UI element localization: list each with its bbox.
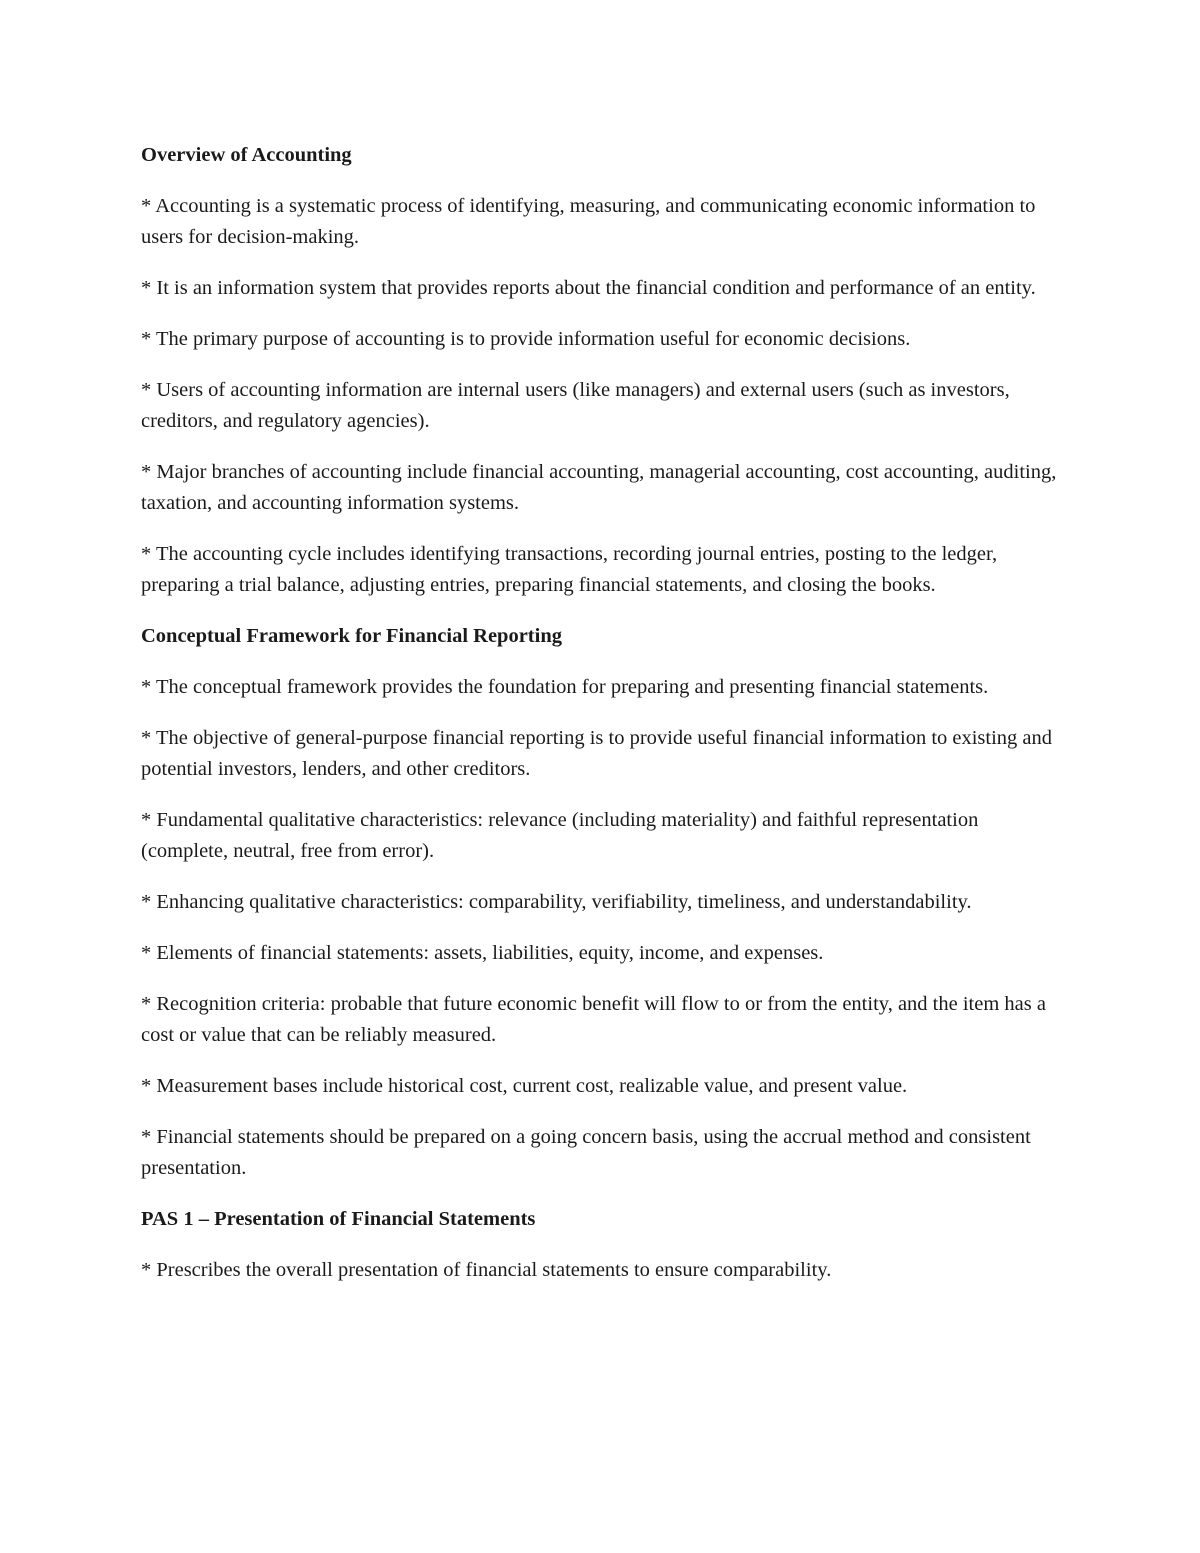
bullet-paragraph: * Enhancing qualitative characteristics: comparability, verifiability, timeliness, and understandability. xyxy=(141,891,972,913)
bullet-paragraph: * The conceptual framework provides the foundation for preparing and presenting financial statements. xyxy=(141,676,989,698)
document-body xyxy=(141,140,1066,1306)
bullet-paragraph: * Prescribes the overall presentation of financial statements to ensure comparability. xyxy=(141,1259,832,1281)
bullet-paragraph: * Financial statements should be prepared on a going concern basis, using the accrual method and consistent presentation. xyxy=(141,1126,1031,1179)
section-overview-of-accounting xyxy=(141,140,1066,601)
bullet-paragraph: * The accounting cycle includes identifying transactions, recording journal entries, posting to the ledger, preparing a trial balance, adjusting entries, preparing financial statements, and closing the books. xyxy=(141,543,998,596)
bullet-paragraph: * Fundamental qualitative characteristics: relevance (including materiality) and faithful representation (complete, neutral, free from error). xyxy=(141,809,979,862)
bullet-paragraph: * Users of accounting information are internal users (like managers) and external users (such as investors, creditors, and regulatory agencies). xyxy=(141,379,1010,432)
section-pas-1 xyxy=(141,1204,1066,1286)
bullet-paragraph: * Elements of financial statements: assets, liabilities, equity, income, and expenses. xyxy=(141,942,824,964)
section-heading: PAS 1 – Presentation of Financial Statements xyxy=(141,1208,536,1230)
bullet-paragraph: * The primary purpose of accounting is to provide information useful for economic decisions. xyxy=(141,328,911,350)
section-heading: Conceptual Framework for Financial Reporting xyxy=(141,625,562,647)
bullet-paragraph: * Measurement bases include historical cost, current cost, realizable value, and present value. xyxy=(141,1075,908,1097)
bullet-paragraph: * It is an information system that provides reports about the financial condition and performance of an entity. xyxy=(141,277,1036,299)
bullet-paragraph: * Accounting is a systematic process of identifying, measuring, and communicating economic information to users for decision-making. xyxy=(141,195,1036,248)
section-heading: Overview of Accounting xyxy=(141,144,352,166)
section-conceptual-framework xyxy=(141,621,1066,1184)
bullet-paragraph: * Major branches of accounting include financial accounting, managerial accounting, cost accounting, auditing, taxation, and accounting information systems. xyxy=(141,461,1057,514)
bullet-paragraph: * The objective of general-purpose financial reporting is to provide useful financial information to existing and potential investors, lenders, and other creditors. xyxy=(141,727,1053,780)
bullet-paragraph: * Recognition criteria: probable that future economic benefit will flow to or from the entity, and the item has a cost or value that can be reliably measured. xyxy=(141,993,1046,1046)
